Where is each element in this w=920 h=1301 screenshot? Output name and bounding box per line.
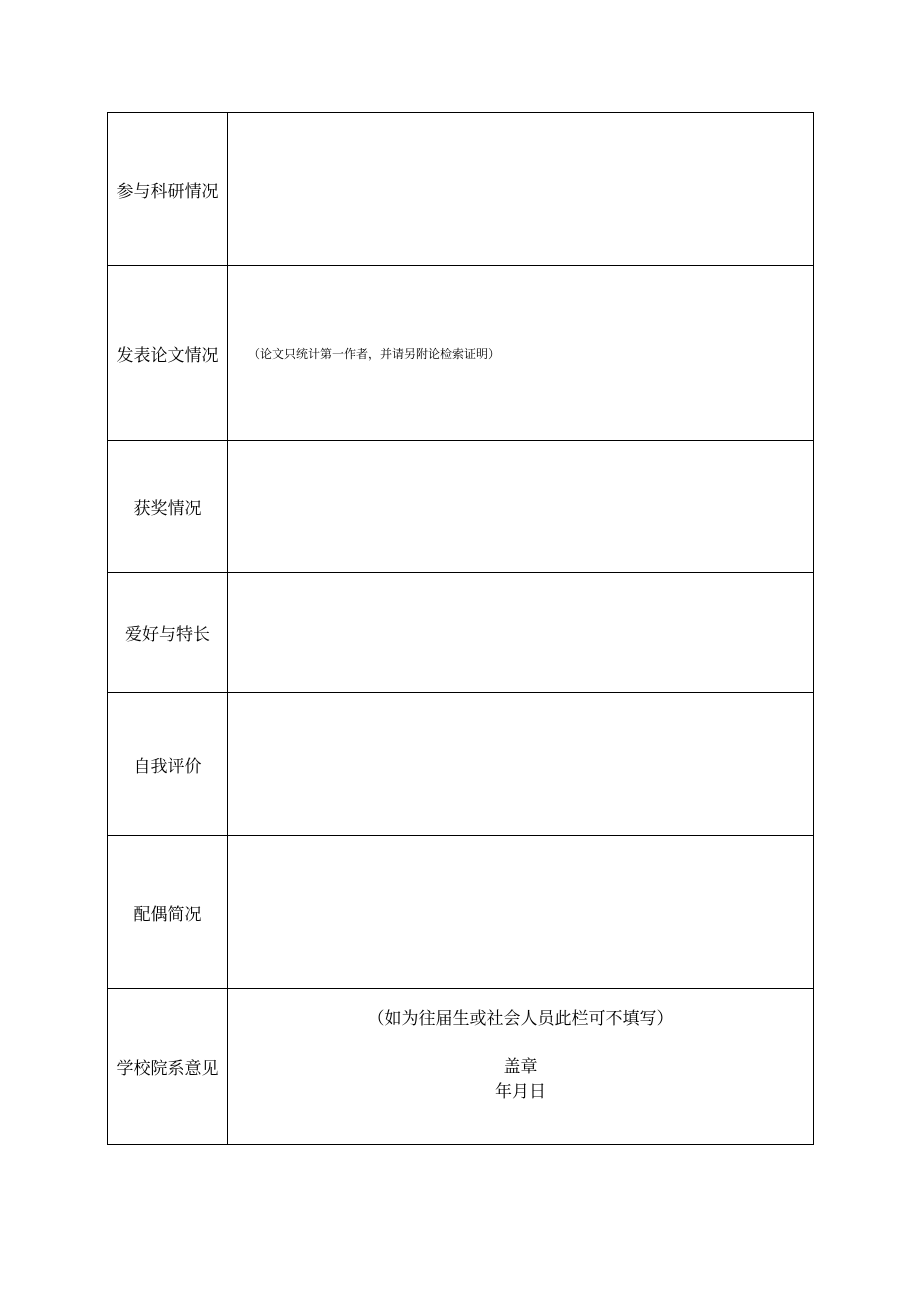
application-form-table [107,112,814,1145]
school-opinion-content-field[interactable] [228,989,814,1145]
school-opinion-box [228,990,813,1144]
school-seal-label: 盖章 [503,1056,538,1077]
form-row-self-evaluation [108,693,814,836]
row-label-papers: 发表论文情况 [108,266,228,441]
papers-content-field[interactable] [228,266,814,441]
row-label-awards: 获奖情况 [108,441,228,573]
school-date-label: 年月日 [495,1081,546,1102]
form-row-hobbies [108,573,814,693]
papers-note: （论文只统计第一作者，并请另附论检索证明） [248,346,501,361]
form-row-awards [108,441,814,573]
awards-content-field[interactable] [228,441,814,573]
row-label-spouse: 配偶简况 [108,836,228,989]
row-label-self-evaluation: 自我评价 [108,693,228,836]
self-evaluation-content-field[interactable] [228,693,814,836]
research-content-field[interactable] [228,113,814,266]
row-label-hobbies: 爱好与特长 [108,573,228,693]
row-label-school-opinion: 学校院系意见 [108,989,228,1145]
hobbies-content-field[interactable] [228,573,814,693]
school-opinion-note: （如为往届生或社会人员此栏可不填写） [367,1008,674,1029]
form-row-school-opinion [108,989,814,1145]
form-row-papers [108,266,814,441]
form-row-spouse [108,836,814,989]
row-label-research: 参与科研情况 [108,113,228,266]
form-row-research [108,113,814,266]
spouse-content-field[interactable] [228,836,814,989]
